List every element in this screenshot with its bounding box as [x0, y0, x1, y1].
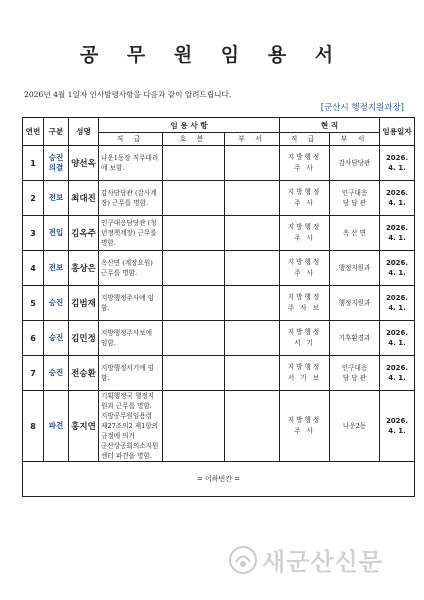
- row-current-department: 기후환경과: [330, 321, 380, 356]
- row-number: 8: [23, 391, 44, 462]
- row-current-rank: 지방행정 주 사: [280, 181, 330, 216]
- row-current-rank: 지방행정 서 기 보: [280, 356, 330, 391]
- table-row: [23, 181, 415, 216]
- row-date: 2026. 4. 1.: [380, 146, 415, 181]
- table-row: [23, 251, 415, 286]
- row-appointment-job: 지방행정주사보에 임함.: [99, 321, 163, 356]
- row-number: 5: [23, 286, 44, 321]
- table-row: [23, 356, 415, 391]
- appointment-table: [22, 117, 415, 497]
- row-current-department: 감사담당관: [330, 146, 380, 181]
- row-current-rank: 지방행정 주 사 보: [280, 286, 330, 321]
- row-current-rank: 지방행정 주 사: [280, 146, 330, 181]
- row-type: 승진: [44, 286, 69, 321]
- row-name: 양선옥: [69, 146, 99, 181]
- watermark-text: 새군산신문: [262, 548, 383, 576]
- header-job: 직 급: [99, 133, 163, 146]
- row-appointment-job: 나운1동장 직무대리에 보함.: [99, 146, 163, 181]
- row-appointment-department: [225, 356, 280, 391]
- header-date: 임용일자: [380, 118, 415, 146]
- row-appointment-department: [225, 286, 280, 321]
- row-appointment-ranking: [163, 181, 225, 216]
- row-appointment-department: [225, 181, 280, 216]
- header-type: 구분: [44, 118, 69, 146]
- row-current-department: 옥 산 면: [330, 216, 380, 251]
- row-date: 2026. 4. 1.: [380, 391, 415, 462]
- header-current-rank: 직 급: [280, 133, 330, 146]
- row-appointment-ranking: [163, 251, 225, 286]
- header-appointment: 임 용 사 항: [99, 118, 280, 133]
- row-appointment-job: 지방행정주사에 임함.: [99, 286, 163, 321]
- table-row: [23, 321, 415, 356]
- row-appointment-job: 인구대응담당관 (청년정책계장) 근무를 명함.: [99, 216, 163, 251]
- header-ranking: 호 봉: [163, 133, 225, 146]
- row-appointment-job: 옥산면 (계장요원) 근무를 명함.: [99, 251, 163, 286]
- header-department: 부 서: [225, 133, 280, 146]
- row-name: 김옥주: [69, 216, 99, 251]
- row-appointment-job: 지방행정서기에 임함.: [99, 356, 163, 391]
- header-name: 성명: [69, 118, 99, 146]
- row-appointment-ranking: [163, 146, 225, 181]
- row-type: 전보: [44, 251, 69, 286]
- watermark: [228, 542, 383, 577]
- end-note: = 이하빈칸 =: [23, 462, 415, 497]
- row-appointment-ranking: [163, 321, 225, 356]
- header-current: 현 직: [280, 118, 380, 133]
- row-name: 김범재: [69, 286, 99, 321]
- row-appointment-ranking: [163, 391, 225, 462]
- row-name: 김민정: [69, 321, 99, 356]
- row-current-department: 인구대응 담 당 관: [330, 356, 380, 391]
- row-appointment-ranking: [163, 356, 225, 391]
- row-name: 홍상은: [69, 251, 99, 286]
- row-current-rank: 지방행정 주 사: [280, 391, 330, 462]
- row-appointment-department: [225, 146, 280, 181]
- row-appointment-job: 기획행정국 행정지원과 근무를 명함. 지방공무원임용령 제27조의2 제1항의 규정에 의거 군산상공회의소지원센터 파견을 명함.: [99, 391, 163, 462]
- row-date: 2026. 4. 1.: [380, 356, 415, 391]
- document-title: 공 무 원 임 용 서: [79, 44, 345, 66]
- table-row: [23, 286, 415, 321]
- row-current-department: 인구대응 담 당 관: [330, 181, 380, 216]
- row-appointment-department: [225, 251, 280, 286]
- row-type: 파견: [44, 391, 69, 462]
- department-label: [군산시 행정지원과장]: [320, 103, 404, 113]
- row-type: 승진 의결: [44, 146, 69, 181]
- row-number: 1: [23, 146, 44, 181]
- newspaper-logo-icon: [228, 545, 258, 575]
- row-current-rank: 지방행정 주 사: [280, 251, 330, 286]
- row-appointment-department: [225, 216, 280, 251]
- row-name: 홍지연: [69, 391, 99, 462]
- table-row: [23, 391, 415, 462]
- intro-text: 2026년 4월 1일자 인사발령사항을 다음과 같이 알려드립니다.: [24, 90, 232, 99]
- header-no: 연번: [23, 118, 44, 146]
- row-current-department: 행정지원과: [330, 251, 380, 286]
- row-appointment-department: [225, 321, 280, 356]
- row-current-rank: 지방행정 서 기: [280, 321, 330, 356]
- row-appointment-job: 감사담당관 (감사계장) 근무를 명함.: [99, 181, 163, 216]
- row-appointment-department: [225, 391, 280, 462]
- row-name: 최대진: [69, 181, 99, 216]
- row-number: 2: [23, 181, 44, 216]
- row-number: 3: [23, 216, 44, 251]
- row-appointment-ranking: [163, 286, 225, 321]
- table-row: [23, 146, 415, 181]
- table-row: [23, 216, 415, 251]
- header-current-department: 부 서: [330, 133, 380, 146]
- row-date: 2026. 4. 1.: [380, 216, 415, 251]
- row-date: 2026. 4. 1.: [380, 181, 415, 216]
- row-type: 승진: [44, 356, 69, 391]
- row-number: 7: [23, 356, 44, 391]
- row-current-rank: 지방행정 주 사: [280, 216, 330, 251]
- row-date: 2026. 4. 1.: [380, 251, 415, 286]
- row-current-department: 나운2동: [330, 391, 380, 462]
- row-type: 전입: [44, 216, 69, 251]
- row-number: 6: [23, 321, 44, 356]
- row-type: 전보: [44, 181, 69, 216]
- row-date: 2026. 4. 1.: [380, 321, 415, 356]
- row-type: 승진: [44, 321, 69, 356]
- row-name: 전승환: [69, 356, 99, 391]
- row-appointment-ranking: [163, 216, 225, 251]
- row-number: 4: [23, 251, 44, 286]
- row-current-department: 행정지원과: [330, 286, 380, 321]
- row-date: 2026. 4. 1.: [380, 286, 415, 321]
